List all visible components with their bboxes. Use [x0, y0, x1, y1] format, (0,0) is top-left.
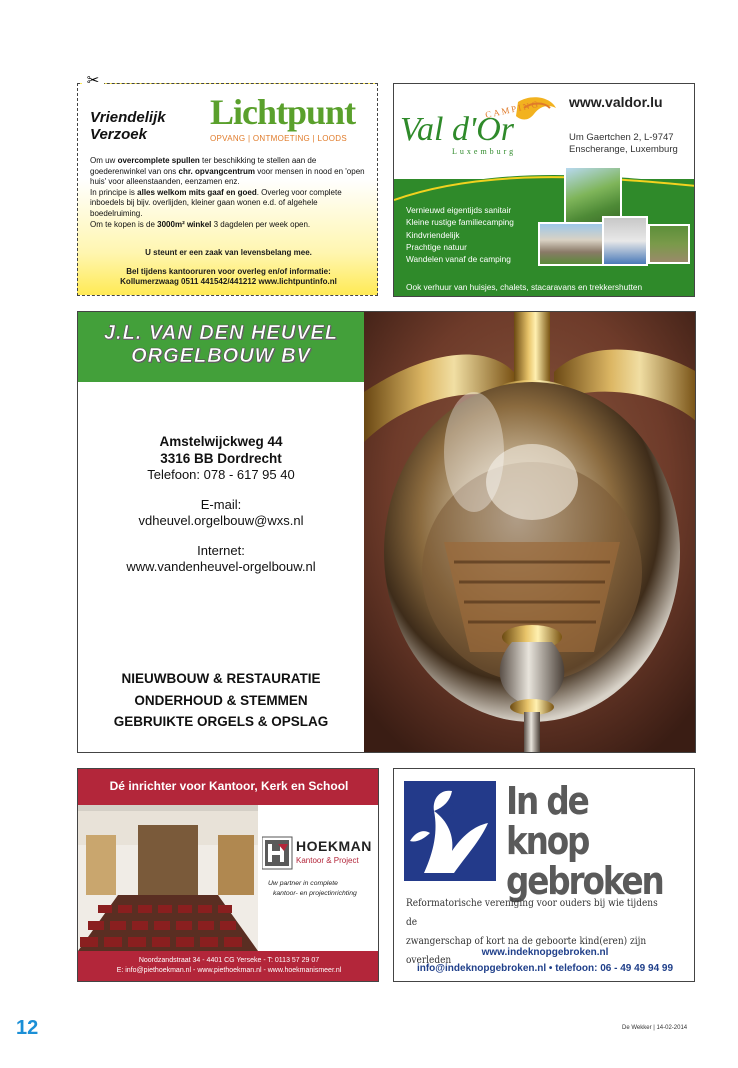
valdor-url: www.valdor.lu	[569, 94, 663, 110]
orgelbouw-service: NIEUWBOUW & RESTAURATIE	[121, 671, 321, 686]
lichtpunt-contact	[78, 267, 379, 287]
hoekman-ad	[77, 768, 379, 982]
knop-title-line1: In de knop	[506, 779, 589, 863]
flower-bud-icon	[404, 781, 496, 881]
lichtpunt-support-text: U steunt er een zaak van levensbelang mee.	[145, 248, 312, 257]
orgelbouw-phone: Telefoon: 078 - 617 95 40	[147, 467, 295, 482]
knop-title-line2: gebroken	[506, 859, 663, 903]
orgelbouw-email-label: E-mail:	[200, 496, 242, 512]
knop-description-line2: zwangerschap of kort na de geboorte kind(eren) zijn overleden	[406, 936, 647, 966]
scissors-icon: ✂	[82, 73, 104, 89]
valdor-address-line2: Enscherange, Luxemburg	[569, 144, 678, 155]
text-bold: overcomplete spullen	[117, 156, 200, 165]
orgelbouw-city: 3316 BB Dordrecht	[160, 450, 282, 466]
orgelbouw-street: Amstelwijckweg 44	[159, 434, 283, 449]
conference-room-photo	[78, 805, 258, 951]
text-span: ter beschikking te stellen aan de goederenwinkel van ons	[90, 156, 317, 176]
orgelbouw-service: ONDERHOUD & STEMMEN	[134, 692, 308, 708]
lichtpunt-paragraph-3	[90, 220, 372, 231]
valdor-address	[569, 132, 678, 156]
text-bold: alles welkom mits gaaf en goed	[137, 187, 257, 197]
orgelbouw-contact	[78, 434, 364, 576]
hoekman-address	[78, 956, 379, 976]
valdor-photo-camping	[648, 224, 690, 264]
valdor-photo-building	[538, 222, 604, 266]
valdor-feature: Wandelen vanaf de camping	[406, 254, 511, 265]
orgelbouw-email[interactable]: vdheuvel.orgelbouw@wxs.nl	[138, 513, 304, 528]
hoekman-partner	[268, 879, 357, 899]
knop-description	[406, 894, 667, 970]
text-bold: 3000m² winkel	[157, 219, 212, 229]
text-span: 3 dagdelen per week open.	[211, 219, 311, 229]
text-bold: chr. opvangcentrum	[178, 166, 255, 176]
chandelier-photo	[364, 312, 696, 753]
knop-contact: info@indeknopgebroken.nl • telefoon: 06 - 49 49 94 99	[416, 963, 674, 974]
hoekman-partner-line1: Uw partner in complete	[268, 880, 338, 887]
lichtpunt-heading	[90, 109, 180, 143]
hoekman-subtitle: Kantoor & Project	[296, 856, 359, 865]
lichtpunt-contact-line1: Bel tijdens kantooruren voor overleg en/of informatie:	[126, 267, 331, 276]
valdor-feature: Kindvriendelijk	[406, 229, 460, 240]
knop-ad	[393, 768, 695, 982]
text-span: voor mensen in nood en 'open huis' voor alleenstaanden, eenzamen enz.	[90, 166, 365, 187]
hoekman-address-line1: Noordzandstraat 34 - 4401 CG Yerseke - T: 0113 57 29 07	[138, 957, 320, 964]
orgelbouw-services	[78, 668, 364, 733]
hoekman-name: HOEKMAN	[296, 838, 372, 854]
valdor-logo-camping: CAMPING	[484, 98, 541, 120]
text-span: Om te kopen is de	[90, 219, 158, 229]
orgelbouw-internet-label: Internet:	[197, 542, 245, 558]
orgelbouw-name-line1: J.L. VAN DEN HEUVEL	[103, 322, 339, 344]
valdor-feature: Prachtige natuur	[406, 241, 467, 252]
knop-website[interactable]: www.indeknopgebroken.nl	[481, 947, 609, 958]
hoekman-partner-line2: kantoor- en projectinrichting	[273, 890, 357, 897]
valdor-logo	[400, 94, 560, 164]
lichtpunt-ad	[77, 83, 378, 296]
lichtpunt-logo-tagline: OPVANG | ONTMOETING | LOODS	[210, 134, 348, 143]
valdor-feature: Kleine rustige familiecamping	[406, 217, 514, 228]
knop-description-line1: Reformatorische vereniging voor ouders bij wie tijdens de	[406, 898, 658, 928]
valdor-ad	[393, 83, 695, 297]
text-span: Om uw	[90, 156, 118, 165]
orgelbouw-service: GEBRUIKTE ORGELS & OPSLAG	[113, 714, 329, 729]
valdor-logo-text: Val d'Or	[400, 111, 515, 148]
lichtpunt-logo-word: Lichtpunt	[210, 92, 356, 132]
knop-title	[506, 781, 668, 901]
valdor-photo-sanitair	[602, 216, 648, 266]
valdor-features	[406, 204, 514, 265]
text-span: . Overleg voor complete inboedels bij bijv. overlijden, kleiner gaan wonen e.d. of algehele boedelruiming.	[90, 187, 342, 218]
page-number: 12	[16, 1017, 39, 1039]
valdor-footer: Ook verhuur van huisjes, chalets, stacaravans en trekkershutten	[406, 282, 643, 292]
lichtpunt-logo	[210, 92, 370, 143]
valdor-address-line1: Um Gaertchen 2, L-9747	[569, 132, 674, 143]
lichtpunt-paragraph-2	[90, 188, 372, 220]
valdor-swoosh	[394, 164, 695, 204]
valdor-logo-country: Luxemburg	[452, 147, 517, 156]
valdor-feature: Vernieuwd eigentijds sanitair	[406, 205, 512, 215]
lichtpunt-contact-line2: Kollumerzwaag 0511 441542/441212 www.lichtpuntinfo.nl	[120, 277, 337, 286]
lichtpunt-heading-line1: Vriendelijk	[90, 109, 166, 126]
orgelbouw-company-name	[78, 322, 364, 368]
lichtpunt-body	[90, 156, 372, 230]
hoekman-slogan: Dé inrichter voor Kantoor, Kerk en School	[109, 779, 349, 793]
footer-publication: De Wekker | 14-02-2014	[622, 1025, 688, 1031]
lichtpunt-paragraph-1	[90, 156, 372, 188]
text-span: In principe is	[90, 187, 138, 197]
hoekman-address-line2: E: info@piethoekman.nl - www.piethoekman.nl - www.hoekmanismeer.nl	[116, 967, 342, 974]
lichtpunt-heading-line2: Verzoek	[90, 126, 147, 143]
orgelbouw-name-line2: ORGELBOUW BV	[131, 345, 311, 367]
orgelbouw-ad	[77, 311, 696, 753]
orgelbouw-website[interactable]: www.vandenheuvel-orgelbouw.nl	[126, 559, 316, 574]
